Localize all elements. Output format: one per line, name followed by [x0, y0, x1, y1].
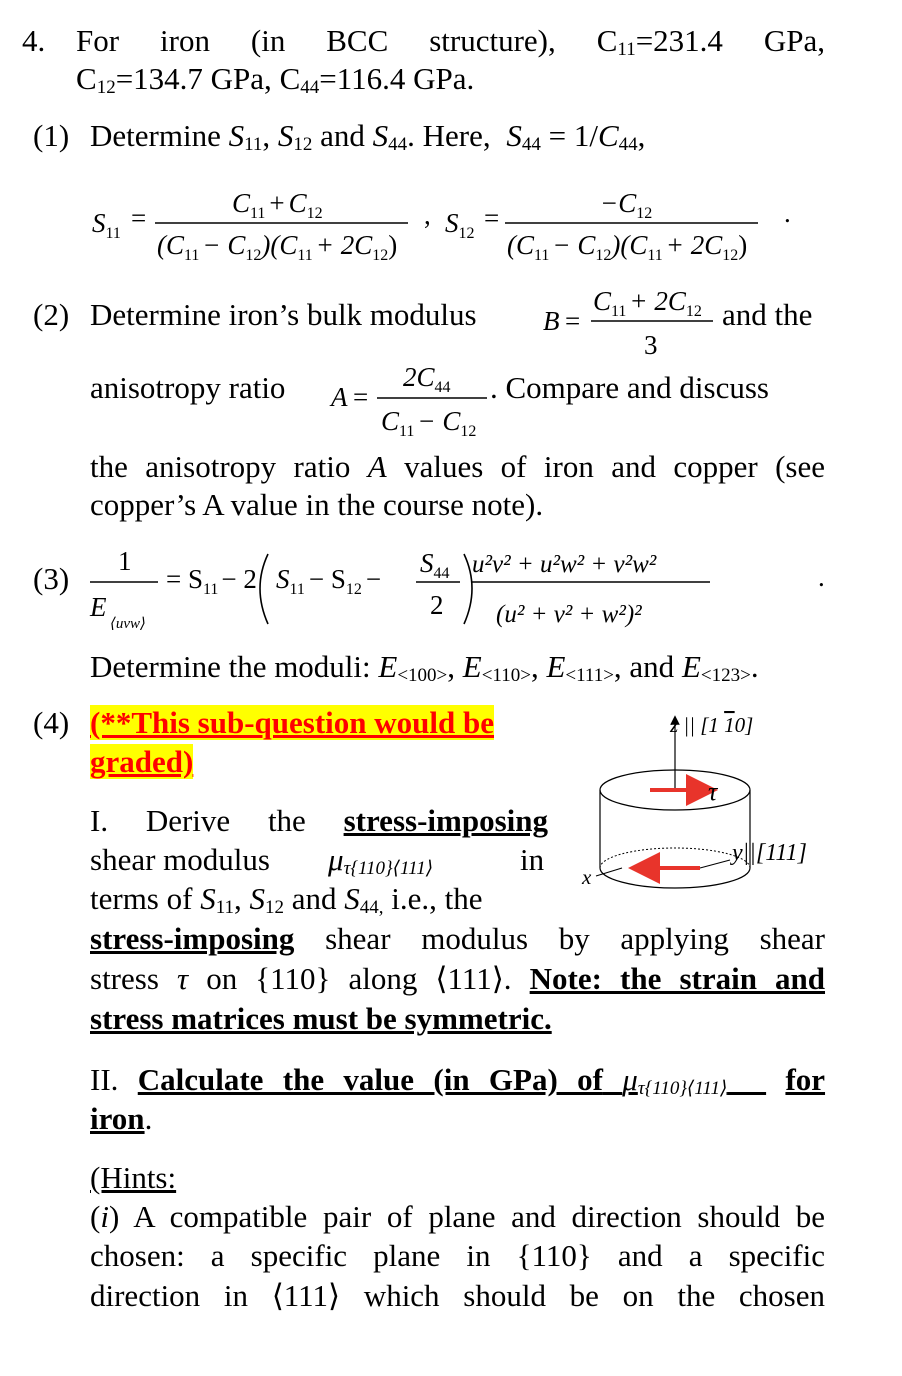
graded-line-2: graded)	[90, 744, 194, 779]
part4-i-line-2: shear modulus	[90, 842, 270, 877]
y-axis-label: y||[111]	[732, 840, 807, 866]
svg-text:2: 2	[430, 590, 444, 620]
part4-i-line-4: stress-imposing shear modulus by applying shear	[90, 921, 825, 956]
svg-text:2C44: $2C_{44}$	[403, 362, 451, 396]
s12-denominator: $(C_{11} - C_{12})(C_{11} + 2C_{12})$	[507, 230, 748, 264]
s11-symbol: $S_{11}$	[92, 208, 121, 242]
shear-cylinder-diagram	[570, 708, 830, 898]
svg-text:3: 3	[644, 330, 658, 360]
svg-text:⟨uvw⟩: ⟨uvw⟩	[110, 616, 146, 632]
s11-denominator: $(C_{11} - C_{12})(C_{11} + 2C_{12})$	[157, 230, 398, 264]
part4-i-line-5: stress τ on {110} along ⟨111⟩. Note: the strain and	[90, 961, 826, 996]
part4-ii-line-2: iron.	[90, 1101, 153, 1136]
sep-comma: ,	[424, 200, 431, 230]
tau-label: τ	[708, 777, 718, 806]
graded-line-1: (**This sub-question would be	[90, 705, 494, 740]
s11-numerator: $C_{11} + C_{12}$	[232, 188, 323, 222]
hint-line-1: (i) A compatible pair of plane and direction should be	[90, 1199, 825, 1234]
svg-text:.: .	[818, 562, 825, 592]
svg-text:(u² + v² + w²)²: (u² + v² + w²)²	[496, 601, 642, 628]
y-axis	[700, 860, 730, 868]
part2-line-1: Determine iron’s bulk modulus	[90, 297, 477, 332]
part2-line-3: the anisotropy ratio A values of iron and copper (see	[90, 449, 826, 484]
in-word: in	[520, 842, 545, 877]
part4-label: (4)	[33, 705, 70, 740]
and-the: and the	[722, 297, 813, 332]
part4-i-line-3: terms of $S_{11}$, $S_{12}$ and $S_{44,}$ i.e., the	[90, 881, 483, 918]
s44-definition: $S_{44} = 1/C_{44}$,	[506, 118, 646, 155]
compliance-formula	[0, 186, 902, 266]
question-number: 4.	[22, 23, 46, 58]
s12-symbol: $S_{12}$	[445, 208, 475, 242]
part2-label: (2)	[33, 297, 70, 332]
part2-line-2: anisotropy ratio	[90, 370, 286, 405]
svg-text:=: =	[565, 306, 581, 336]
bulk-modulus-formula	[535, 284, 735, 364]
end-period: .	[784, 198, 791, 228]
mu-symbol: $\mu_{\tau\{110\}⟨111⟩}$	[328, 842, 434, 879]
part1-line: Determine $S_{11}$, $S_{12}$ and $S_{44}$. Here, $S_{44} = 1/C_{44}$,	[90, 118, 646, 155]
intro-text: For iron (in BCC structure),	[76, 23, 556, 58]
x-axis-label: x	[582, 865, 592, 889]
svg-text:E: E	[90, 592, 107, 622]
z-axis-label: z || [1 10]	[670, 713, 754, 737]
svg-text:A: A	[331, 382, 348, 412]
svg-text:B: B	[543, 306, 560, 336]
hint-line-3: direction in ⟨111⟩ which should be on the chosen	[90, 1278, 825, 1313]
s12-numerator: $-C_{12}$	[600, 188, 653, 222]
svg-text:C11+ 2C12: $C_{11} + 2C_{12}$	[593, 286, 702, 320]
part4-i-line-1: I. Derive the stress-imposing	[90, 803, 548, 838]
c11-value: $C_{11}=231.4$ GPa,	[596, 23, 826, 60]
compare-discuss: . Compare and discuss	[490, 370, 769, 405]
part1-label: (1)	[33, 118, 70, 153]
part4-ii-line-1: II. Calculate the value (in GPa) of $\mu_{\tau\{110\}⟨111⟩}$ for	[90, 1062, 826, 1099]
svg-text:S11− S12−: $S_{11} - S_{12}$ −	[276, 564, 382, 598]
part4-i-line-6: stress matrices must be symmetric.	[90, 1001, 552, 1036]
hints-title: (Hints:	[90, 1160, 177, 1195]
svg-text:u²v² + u²w² + v²w²: u²v² + u²w² + v²w²	[472, 551, 657, 578]
moduli-line: Determine the moduli: $E_{<100>}$, $E_{<110>}$, $E_{<111>}$, and $E_{<123>}$.	[90, 649, 759, 686]
svg-text:1: 1	[118, 546, 132, 576]
eq-sign-2: =	[484, 203, 500, 233]
hint-line-2: chosen: a specific plane in {110} and a specific	[90, 1238, 825, 1273]
cylinder-bottom	[600, 868, 750, 888]
anisotropy-formula	[325, 360, 505, 440]
part2-line-4: copper’s A value in the course note).	[90, 487, 544, 522]
svg-text:= S11− 2: = $S_{11} - 2$	[166, 564, 257, 598]
svg-text:C11− C12: $C_{11} - C_{12}$	[381, 406, 477, 440]
youngs-modulus-formula	[80, 540, 860, 640]
svg-text:S44: $S_{44}$	[420, 548, 450, 582]
intro-line-2: $C_{12}=134.7$ GPa, $C_{44}=116.4$ GPa.	[76, 61, 475, 98]
part3-label: (3)	[33, 561, 70, 596]
svg-text:=: =	[353, 382, 369, 412]
eq-sign: =	[131, 203, 147, 233]
